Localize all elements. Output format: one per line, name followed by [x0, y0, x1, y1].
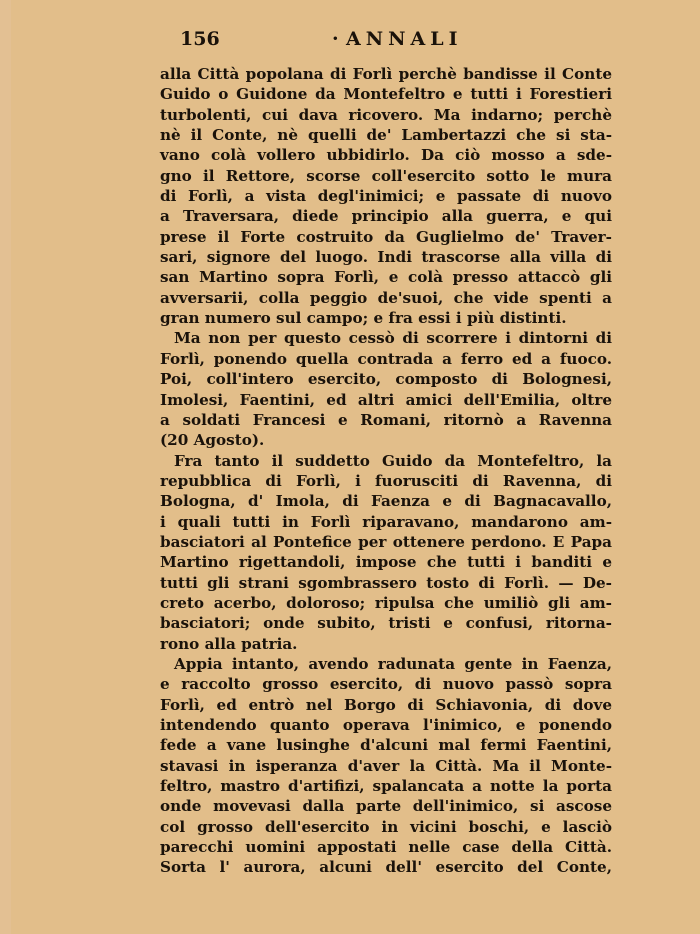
text-line: nè il Conte, nè quelli de' Lambertazzi che si sta-	[160, 126, 612, 145]
text-line: basciatori; onde subito, tristi e confusi, ritorna-	[160, 614, 612, 633]
text-line: rono alla patria.	[160, 634, 298, 653]
text-line: avversarii, colla peggio de'suoi, che vide spenti a	[160, 288, 612, 307]
text-line: parecchi uomini appostati nelle case della Città.	[160, 838, 612, 857]
text-line: Appia intanto, avendo radunata gente in Faenza,	[174, 654, 612, 673]
text-line: a soldati Francesi e Romani, ritornò a Ravenna	[160, 410, 612, 429]
text-line: prese il Forte costruito da Guglielmo de' Traver-	[160, 227, 612, 246]
text-line: tutti gli strani sgombrassero tosto di Forlì. — De-	[160, 573, 612, 592]
text-line: i quali tutti in Forlì riparavano, mandarono am-	[160, 512, 612, 531]
text-line: stavasi in isperanza d'aver la Città. Ma il Monte-	[160, 756, 612, 775]
page-header	[162, 28, 612, 54]
text-line: intendendo quanto operava l'inimico, e ponendo	[160, 716, 612, 734]
text-line: basciatori al Pontefice per ottenere perdono. E Papa	[160, 532, 612, 551]
text-line: Imolesi, Faentini, ed altri amici dell'Emilia, oltre	[160, 390, 612, 409]
text-line: Guido o Guidone da Montefeltro e tutti i Forestieri	[160, 85, 612, 104]
text-line: Forlì, ed entrò nel Borgo di Schiavonia, di dove	[160, 695, 612, 714]
text-line: feltro, mastro d'artifizi, spalancata a notte la porta	[160, 777, 612, 796]
text-line: e raccolto grosso esercito, di nuovo passò sopra	[160, 675, 612, 694]
text-line: creto acerbo, doloroso; ripulsa che umiliò gli am-	[160, 593, 612, 612]
text-line: Forlì, ponendo quella contrada a ferro ed a fuoco.	[160, 349, 612, 368]
text-line: Fra tanto il suddetto Guido da Montefeltro, la	[174, 451, 612, 470]
text-line: Poi, coll'intero esercito, composto di Bolognesi,	[160, 370, 612, 389]
text-line: onde movevasi dalla parte dell'inimico, si ascose	[160, 797, 612, 816]
running-title-dot: ·	[332, 28, 339, 50]
text-line: fede a vane lusinghe d'alcuni mal fermi Faentini,	[160, 736, 612, 755]
text-line: gno il Rettore, scorse coll'esercito sotto le mura	[160, 166, 612, 185]
text-line: col grosso dell'esercito in vicini boschi, e lasciò	[160, 817, 612, 836]
text-line: san Martino sopra Forlì, e colà presso attaccò gli	[160, 268, 612, 287]
text-line: gran numero sul campo; e fra essi i più distinti.	[160, 309, 567, 328]
text-line: Ma non per questo cessò di scorrere i dintorni di	[174, 329, 612, 348]
text-line: repubblica di Forlì, i fuorusciti di Ravenna, di	[160, 471, 612, 490]
page-number: 156	[180, 28, 220, 50]
text-line: (20 Agosto).	[160, 431, 265, 450]
text-line: sari, signore del luogo. Indi trascorse alla villa di	[160, 248, 612, 267]
text-line: Bologna, d' Imola, di Faenza e di Bagnacavallo,	[160, 492, 612, 511]
body-text	[160, 64, 612, 878]
text-line: vano colà vollero ubbidirlo. Da ciò mosso a sde-	[160, 146, 612, 165]
page-edge-strip	[0, 0, 11, 934]
text-line: alla Città popolana di Forlì perchè bandisse il Conte	[160, 65, 612, 83]
text-line: turbolenti, cui dava ricovero. Ma indarno; perchè	[160, 105, 612, 124]
text-line: Martino rigettandoli, impose che tutti i banditi e	[160, 553, 612, 572]
running-title: ANNALI	[346, 28, 463, 50]
text-line: Sorta l' aurora, alcuni dell' esercito del Conte,	[160, 858, 612, 877]
text-line: a Traversara, diede principio alla guerra, e qui	[160, 207, 612, 226]
text-line: di Forlì, a vista degl'inimici; e passate di nuovo	[160, 187, 612, 206]
